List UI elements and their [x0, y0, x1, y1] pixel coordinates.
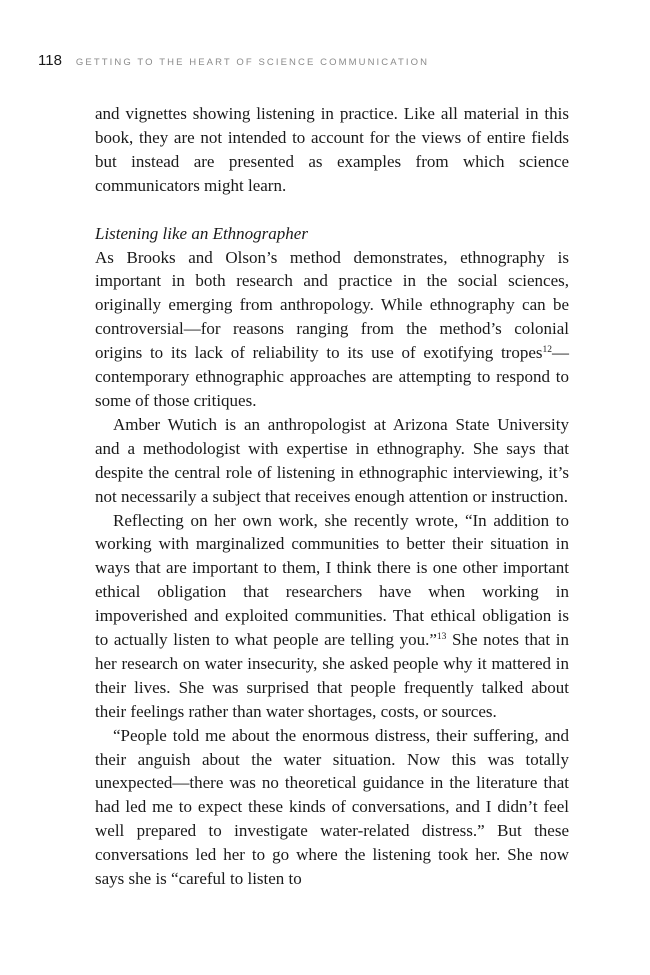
footnote-ref-12: 12 — [542, 345, 552, 356]
paragraph-reflecting — [95, 509, 569, 724]
body-text — [95, 102, 569, 891]
paragraph-continued: and vignettes showing listening in practice. Like all material in this book, they are not intended to account for the views of entire fields but instead are presented as examples from which science communicators might learn. — [95, 104, 569, 195]
footnote-ref-13: 13 — [436, 632, 447, 643]
paragraph-text: She notes that in her research on water insecurity, she asked people why it mattered in their lives. She was surprised that people frequently talked about their feelings rather than water shortages, costs, or sources. — [95, 630, 569, 721]
paragraph-text: Reflecting on her own work, she recently wrote, “In addition to working with marginalized communities to better their situation in ways that are important to them, I think there is one other important ethical obligation that researchers have when working in impoverished and exploited communities. That ethical obligation is to actually listen to what people are telling you.” — [95, 510, 569, 650]
paragraph-wutich: Amber Wutich is an anthropologist at Arizona State University and a methodologist with expertise in ethnography. She says that despite the central role of listening in ethnographic interviewing, it’s not necessarily a subject that receives enough attention or instruction. — [95, 414, 569, 506]
paragraph-text: —contemporary ethnographic approaches are attempting to respond to some of those critiques. — [95, 343, 569, 410]
section-heading: Listening like an Ethnographer — [95, 223, 308, 243]
running-head — [38, 52, 429, 74]
running-head-title: GETTING TO THE HEART OF SCIENCE COMMUNICATION — [75, 57, 430, 68]
page-number: 118 — [38, 52, 62, 69]
paragraph-quote: “People told me about the enormous distress, their suffering, and their anguish about the water situation. Now this was totally unexpected—there was no theoretical guidance in the literature that had led me to expect these kinds of conversations, and I didn’t feel well prepared to investigate water-related distress.” But these conversations led her to go where the listening took her. She now says she is “careful to listen to — [95, 725, 569, 889]
paragraph-text: As Brooks and Olson’s method demonstrates, ethnography is important in both research and practice in the social sciences, originally emerging from anthropology. While ethnography can be controversial—for reasons ranging from the method’s colonial origins to its lack of reliability to its use of exotifying tropes — [95, 247, 569, 363]
paragraph-ethnography — [95, 246, 569, 413]
